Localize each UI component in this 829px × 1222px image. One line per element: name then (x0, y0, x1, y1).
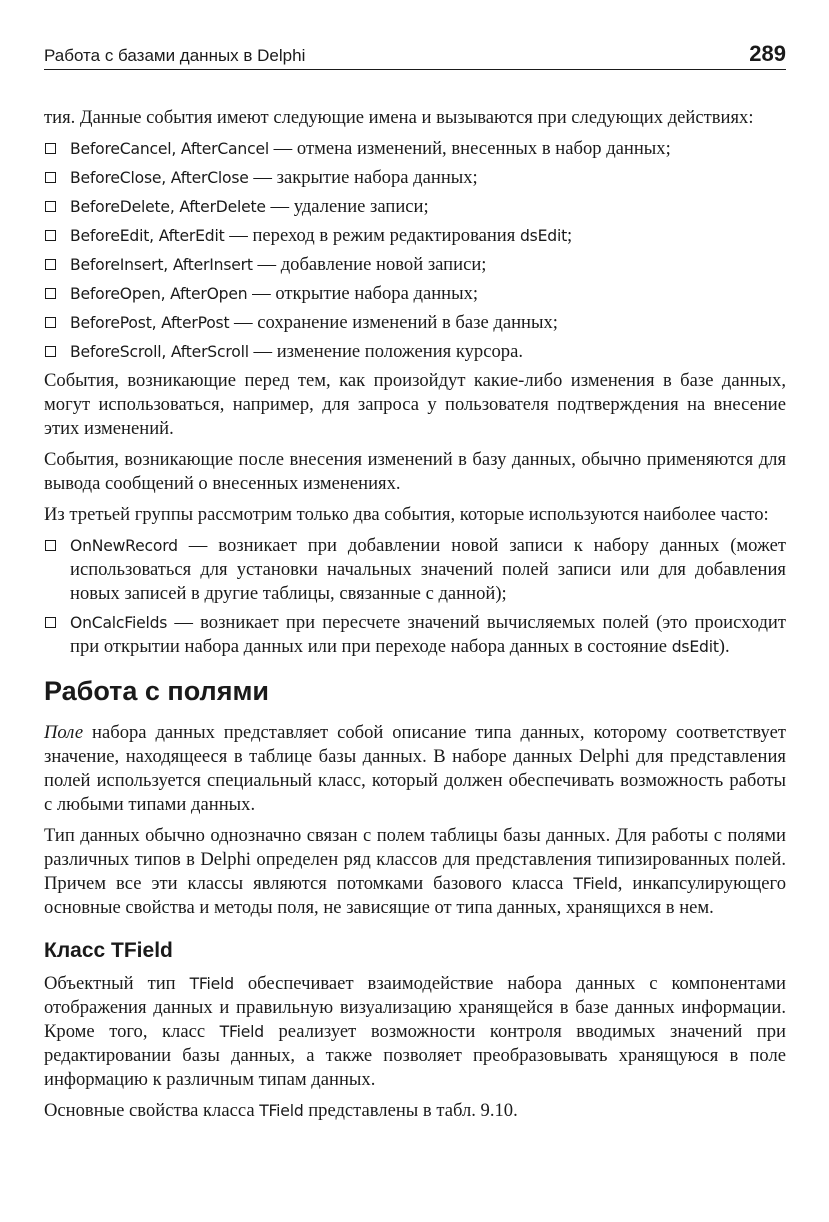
list-item (44, 224, 786, 248)
checkbox-bullet-icon (45, 230, 56, 241)
subsection-heading: Класс TField (44, 939, 173, 962)
paragraph-text: набора данных представляет собой описание типа данных, которому соответствует значение, находящееся в таблице базы данных. В наборе данных Delphi для представления полей используется специальный класс, который должен обеспечивать возможность работы с любыми типами данных. (44, 722, 786, 815)
checkbox-bullet-icon (45, 201, 56, 212)
checkbox-bullet-icon (45, 617, 56, 628)
list-item (44, 137, 786, 161)
event-description: — переход в режим редактирования (224, 225, 520, 246)
event-description: — добавление новой записи; (252, 254, 487, 275)
event-names: BeforeEdit, AfterEdit (70, 227, 225, 245)
paragraph-text: Основные свойства класса (44, 1100, 260, 1121)
paragraph-text: реализует возможности контроля вводимых значений при редактировании базы данных, а также позволяет преобразовывать хранящуюся в поле информацию к различным типам данных. (44, 1021, 787, 1090)
event-names: BeforeDelete, AfterDelete (70, 198, 266, 216)
paragraph-text: Тип данных обычно однозначно связан с полем таблицы базы данных. Для работы с полями различных типов в Delphi определен ряд классов для представления типизированных полей. Причем все эти классы являются потомками базового класса (44, 825, 786, 894)
event-names: BeforeScroll, AfterScroll (70, 343, 249, 361)
event-description: — открытие набора данных; (247, 283, 479, 304)
state-name: dsEdit (671, 638, 719, 656)
section-heading: Работа с полями (44, 676, 270, 706)
event-description: — закрытие набора данных; (248, 167, 478, 188)
list-item (44, 166, 786, 190)
third-group-list (44, 534, 786, 659)
event-pairs-list (44, 137, 786, 364)
class-name: TField (189, 975, 234, 993)
list-item (44, 611, 786, 659)
book-page (44, 36, 786, 1130)
paragraph-text: Объектный тип (44, 973, 190, 994)
checkbox-bullet-icon (45, 288, 56, 299)
intro-paragraph: тия. Данные события имеют следующие имена и вызываются при следующих действиях: (44, 107, 754, 128)
checkbox-bullet-icon (45, 346, 56, 357)
event-names: BeforeInsert, AfterInsert (70, 256, 253, 274)
checkbox-bullet-icon (45, 317, 56, 328)
list-item (44, 253, 786, 277)
event-description: — изменение положения курсора. (248, 341, 523, 362)
event-description: — сохранение изменений в базе данных; (229, 312, 558, 333)
class-name: TField (573, 875, 618, 893)
body-text (44, 106, 786, 1123)
event-description: — отмена изменений, внесенных в набор данных; (269, 138, 671, 159)
class-name: TField (259, 1102, 304, 1120)
checkbox-bullet-icon (45, 143, 56, 154)
defined-term: Поле (44, 722, 84, 743)
running-header (44, 36, 786, 70)
list-item (44, 282, 786, 306)
subsection-paragraph-2 (44, 1099, 786, 1123)
section-paragraph-2 (44, 824, 786, 920)
checkbox-bullet-icon (45, 540, 56, 551)
list-item (44, 195, 786, 219)
paragraph-text: обеспечивает взаимодействие набора данных с компонентами отображения данных и правильную визуализацию хранящейся в базе данных информации. Кроме того, класс (44, 973, 786, 1042)
checkbox-bullet-icon (45, 172, 56, 183)
punctuation: ). (718, 636, 730, 657)
event-description: — удаление записи; (265, 196, 429, 217)
running-title: Работа с базами данных в Delphi (44, 46, 306, 65)
section-paragraph-1 (44, 721, 786, 817)
event-names: BeforePost, AfterPost (70, 314, 230, 332)
list-item (44, 340, 786, 364)
list-item (44, 534, 786, 606)
event-names: OnNewRecord (70, 537, 178, 555)
event-description: — возникает при пересчете значений вычисляемых полей (это происходит при открытии набора данных или при переходе набора данных в состояние (70, 612, 786, 657)
event-description: — возникает при добавлении новой записи к набору данных (может использоваться для установки начальных значений полей записи или для добавления новых записей в другие таблицы, связанные с данной); (70, 535, 786, 604)
paragraph-text: , инкапсулирующего основные свойства и методы поля, не зависящие от типа данных, хранящихся в нем. (44, 873, 786, 918)
state-name: dsEdit (519, 227, 567, 245)
punctuation: ; (567, 225, 573, 246)
event-names: BeforeCancel, AfterCancel (70, 140, 269, 158)
class-name: TField (219, 1023, 264, 1041)
para-before-events: События, возникающие перед тем, как произойдут какие-либо изменения в базе данных, могут использоваться, например, для запроса у пользователя подтверждения на внесение этих изменений. (44, 370, 786, 439)
event-names: OnCalcFields (70, 614, 168, 632)
list-item (44, 311, 786, 335)
subsection-paragraph-1 (44, 972, 786, 1092)
event-names: BeforeOpen, AfterOpen (70, 285, 248, 303)
checkbox-bullet-icon (45, 259, 56, 270)
page-number: 289 (749, 41, 786, 66)
paragraph-text: представлены в табл. 9.10. (303, 1100, 518, 1121)
event-names: BeforeClose, AfterClose (70, 169, 249, 187)
para-third-group: Из третьей группы рассмотрим только два события, которые используются наиболее часто: (44, 504, 769, 525)
para-after-events: События, возникающие после внесения изменений в базу данных, обычно применяются для вывода сообщений о внесенных изменениях. (44, 449, 786, 494)
